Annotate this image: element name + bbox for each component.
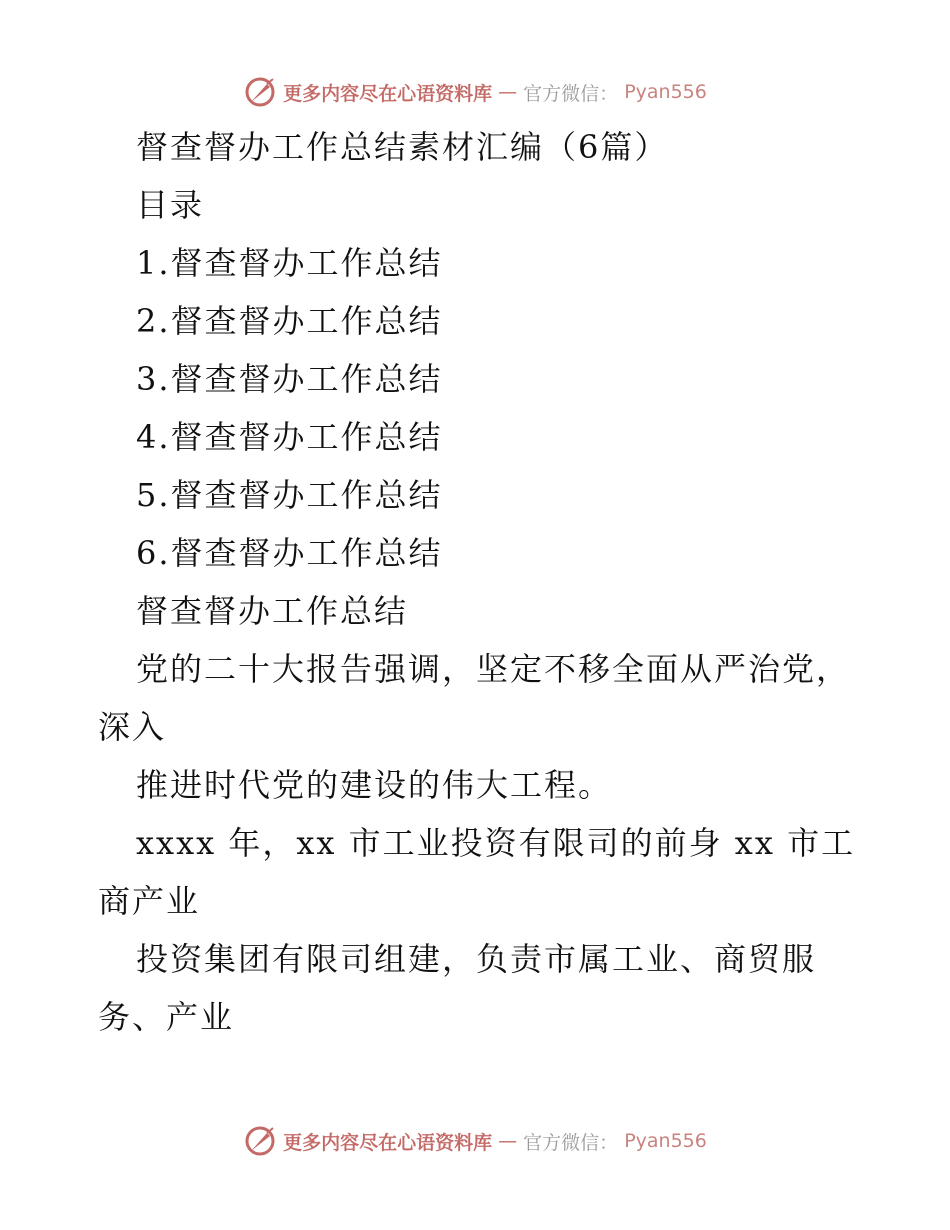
watermark-separator: — (498, 1130, 518, 1152)
toc-heading: 目录 (136, 186, 205, 224)
paragraph-line: 务、产业 (98, 998, 235, 1036)
paragraph-line: 商产业 (98, 882, 201, 920)
toc-item: 3.督查督办工作总结 (136, 360, 443, 398)
watermark-brand: 更多内容尽在心语资料库 (283, 82, 493, 105)
paragraph-line: 深入 (98, 708, 167, 746)
watermark-wechat-id: Pyan556 (624, 1130, 707, 1152)
paragraph-line: 党的二十大报告强调，坚定不移全面从严治党， (136, 650, 851, 688)
header-watermark (0, 72, 950, 112)
paragraph (98, 756, 858, 814)
watermark-brand: 更多内容尽在心语资料库 (283, 1131, 493, 1154)
toc-item: 2.督查督办工作总结 (136, 302, 443, 340)
paragraph-line: xxxx 年，xx 市工业投资有限司的前身 xx 市工 (136, 824, 856, 862)
toc-item: 1.督查督办工作总结 (136, 244, 443, 282)
section-heading: 督查督办工作总结 (136, 592, 409, 630)
quill-logo-icon (243, 75, 277, 109)
document-title: 督查督办工作总结素材汇编（6篇） (136, 128, 669, 166)
paragraph (98, 930, 858, 1046)
paragraph-line: 推进时代党的建设的伟大工程。 (136, 766, 613, 804)
paragraph-line: 投资集团有限司组建，负责市属工业、商贸服 (136, 940, 817, 978)
toc-item: 5.督查督办工作总结 (136, 476, 443, 514)
watermark-wechat-id: Pyan556 (624, 81, 707, 103)
paragraph (98, 814, 858, 930)
footer-watermark (0, 1121, 950, 1161)
watermark-separator: — (498, 81, 518, 103)
document-body (98, 118, 858, 1046)
paragraph (98, 640, 858, 756)
watermark-label: 官方微信： (523, 1131, 619, 1154)
quill-logo-icon (243, 1124, 277, 1158)
watermark-label: 官方微信： (523, 82, 619, 105)
toc-item: 4.督查督办工作总结 (136, 418, 443, 456)
toc-item: 6.督查督办工作总结 (136, 534, 443, 572)
